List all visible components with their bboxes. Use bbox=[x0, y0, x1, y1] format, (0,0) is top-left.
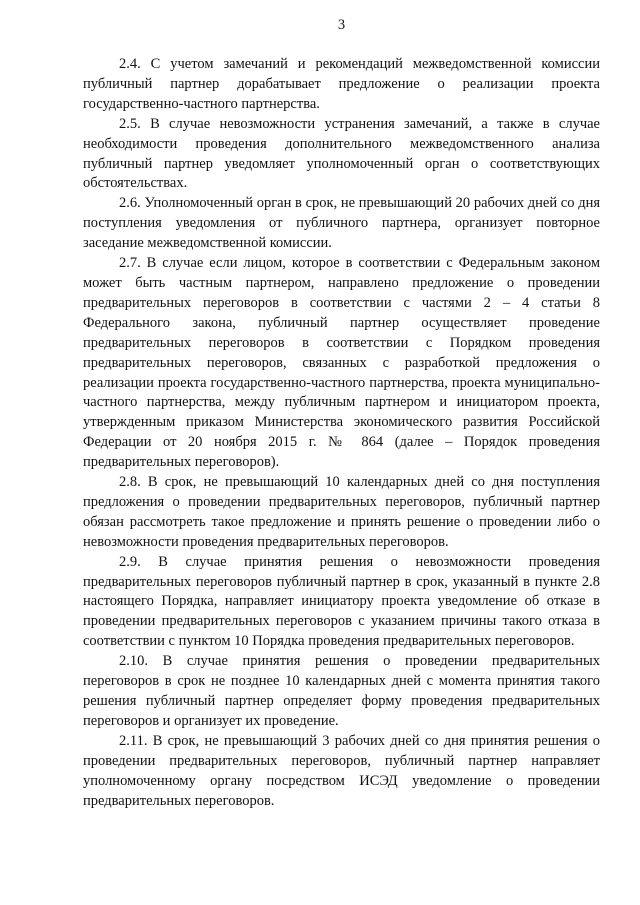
paragraph-2-5: 2.5. В случае невозможности устранения замечаний, а также в случае необходимости проведения дополнительного межведомственного анализа публичный партнер уведомляет уполномоченный орган о соответствующих обстоятельствах. bbox=[83, 115, 600, 192]
paragraph-2-9: 2.9. В случае принятия решения о невозможности проведения предварительных переговоров публичный партнер в срок, указанный в пункте 2.8 настоящего Порядка, направляет инициатору проекта уведомление об отказе в проведении предварительных переговоров с указанием причины такого отказа в соответствии с пунктом 10 Порядка проведения предварительных переговоров. bbox=[83, 553, 600, 650]
paragraph-2-10: 2.10. В случае принятия решения о проведении предварительных переговоров в срок не позднее 10 календарных дней с момента принятия такого решения публичный партнер определяет форму проведения предварительных переговоров и организует их проведение. bbox=[83, 653, 600, 729]
paragraph-2-11: 2.11. В срок, не превышающий 3 рабочих дней со дня принятия решения о проведении предварительных переговоров, публичный партнер направляет уполномоченному органу посредством ИСЭД уведомление о проведении предварительных переговоров. bbox=[83, 732, 600, 809]
paragraph-2-6: 2.6. Уполномоченный орган в срок, не превышающий 20 рабочих дней со дня поступления уведомления от публичного партнера, организует повторное заседание межведомственной комиссии. bbox=[83, 195, 600, 252]
paragraph-2-7: 2.7. В случае если лицом, которое в соответствии с Федеральным законом может быть частным партнером, направлено предложение о проведении предварительных переговоров в соответствии с частями 2 – 4 статьи 8 Федерального закона, публичный партнер осуществляет проведение предварительных переговоров в соответствии с Порядком проведения предварительных переговоров, связанных с разработкой предложения о реализации проекта государственно-частного партнерства, проекта муниципально-частного партнерства, между публичным партнером и инициатором проекта, утвержденным приказом Министерства экономического развития Российской Федерации от 20 ноября 2015 г. № 864 (далее – Порядок проведения предварительных переговоров). bbox=[83, 255, 600, 471]
page-number: 3 bbox=[337, 17, 346, 33]
paragraph-2-4: 2.4. С учетом замечаний и рекомендаций межведомственной комиссии публичный партнер дорабатывает предложение о реализации проекта государственно-частного партнерства. bbox=[83, 56, 600, 112]
paragraph-2-8: 2.8. В срок, не превышающий 10 календарных дней со дня поступления предложения о проведении предварительных переговоров, публичный партнер обязан рассмотреть такое предложение и принять решение о проведении либо о невозможности проведения предварительных переговоров. bbox=[83, 474, 600, 550]
